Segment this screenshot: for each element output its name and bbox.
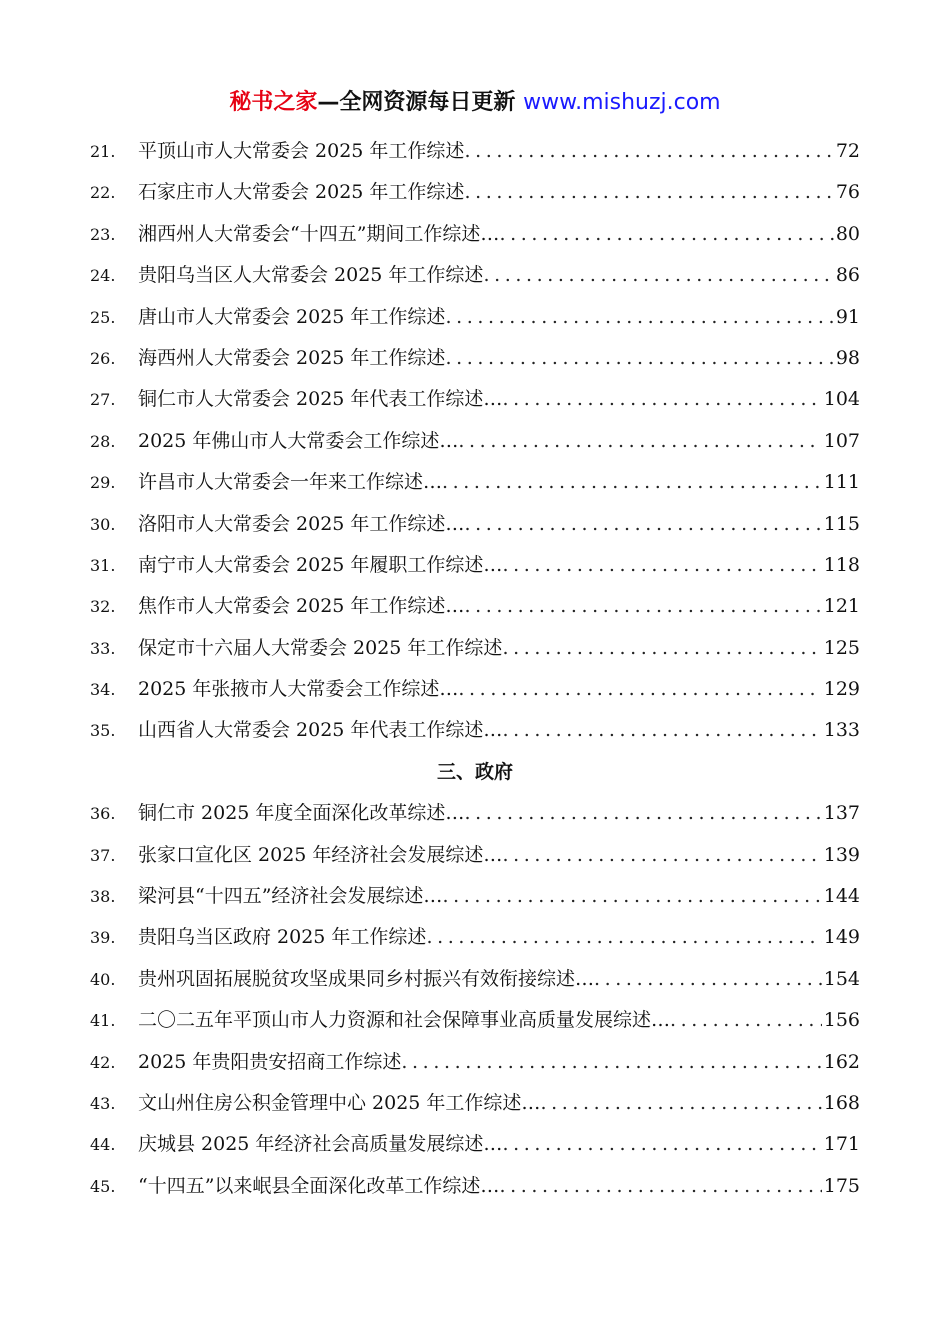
entry-title: 2025 年张掖市人大常委会工作综述…: [138, 678, 459, 701]
toc-entry[interactable]: [90, 922, 860, 963]
toc-entry[interactable]: [90, 384, 860, 425]
entry-page-number: 118: [823, 553, 860, 576]
entry-title: 石家庄市人大常委会 2025 年工作综述: [138, 181, 465, 204]
entry-page-number: 154: [823, 967, 860, 990]
entry-title: 张家口宣化区 2025 年经济社会发展综述…: [138, 843, 503, 866]
entry-number: 24.: [90, 266, 116, 286]
entry-page-number: 111: [823, 471, 860, 494]
entry-page-number: 86: [835, 264, 860, 287]
entry-title: 贵阳乌当区人大常委会 2025 年工作综述: [138, 264, 484, 287]
entry-page-number: 137: [823, 802, 860, 825]
toc-entry[interactable]: [90, 840, 860, 881]
dot-leader: [464, 509, 821, 539]
entry-number: 43.: [90, 1093, 116, 1113]
entry-title: 南宁市人大常委会 2025 年履职工作综述…: [138, 553, 503, 576]
toc-entry[interactable]: [90, 591, 860, 632]
dot-leader: [499, 1171, 821, 1201]
dot-leader: [594, 964, 822, 994]
dot-leader: [670, 1005, 822, 1035]
entry-title: 2025 年贵阳贵安招商工作综述: [138, 1050, 402, 1073]
dot-leader: [445, 343, 833, 373]
toc-entry[interactable]: [90, 881, 860, 922]
entry-page-number: 104: [823, 388, 860, 411]
toc-entry[interactable]: [90, 1047, 860, 1088]
dot-leader: [458, 674, 821, 704]
toc-entry[interactable]: [90, 798, 860, 839]
entry-number: 29.: [90, 473, 116, 493]
entry-title: 海西州人大常委会 2025 年工作综述: [138, 346, 446, 369]
entry-title: 洛阳市人大常委会 2025 年工作综述…: [138, 512, 465, 535]
site-header: [0, 88, 950, 118]
entry-number: 44.: [90, 1135, 116, 1155]
dot-leader: [445, 302, 833, 332]
entry-title: “十四五”以来岷县全面深化改革工作综述…: [138, 1174, 500, 1197]
brand-name: 秘书之家: [229, 90, 318, 115]
entry-number: 42.: [90, 1052, 116, 1072]
entry-page-number: 107: [823, 429, 860, 452]
dot-leader: [502, 384, 821, 414]
entry-title: 梁河县“十四五”经济社会发展综述…: [138, 885, 443, 908]
toc-entry[interactable]: [90, 1171, 860, 1212]
dot-leader: [458, 426, 821, 456]
entry-number: 38.: [90, 887, 116, 907]
entry-number: 30.: [90, 514, 116, 534]
entry-page-number: 144: [823, 885, 860, 908]
entry-page-number: 162: [823, 1050, 860, 1073]
toc-entry[interactable]: [90, 260, 860, 301]
dot-leader: [483, 260, 833, 290]
entry-page-number: 139: [823, 843, 860, 866]
dot-leader: [499, 219, 833, 249]
toc-entry[interactable]: [90, 136, 860, 177]
entry-page-number: 129: [823, 678, 860, 701]
entry-title: 贵州巩固拓展脱贫攻坚成果同乡村振兴有效衔接综述…: [138, 967, 595, 990]
dot-leader: [502, 633, 821, 663]
dot-leader: [502, 550, 821, 580]
entry-title: 贵阳乌当区政府 2025 年工作综述: [138, 926, 427, 949]
entry-page-number: 76: [835, 181, 860, 204]
entry-page-number: 115: [823, 512, 860, 535]
entry-title: 庆城县 2025 年经济社会高质量发展综述…: [138, 1133, 503, 1156]
dot-leader: [502, 1129, 821, 1159]
entry-number: 25.: [90, 307, 116, 327]
toc-entry[interactable]: [90, 1129, 860, 1170]
dot-leader: [442, 467, 822, 497]
entry-number: 37.: [90, 845, 116, 865]
dot-leader: [464, 177, 833, 207]
toc-entry[interactable]: [90, 715, 860, 756]
entry-title: 文山州住房公积金管理中心 2025 年工作综述…: [138, 1091, 541, 1114]
entry-number: 21.: [90, 142, 116, 161]
dot-leader: [464, 798, 821, 828]
toc-entry[interactable]: [90, 177, 860, 218]
toc-entry[interactable]: [90, 1005, 860, 1046]
entry-number: 41.: [90, 1011, 116, 1031]
dot-leader: [502, 840, 821, 870]
entry-page-number: 91: [835, 305, 860, 328]
entry-title: 保定市十六届人大常委会 2025 年工作综述: [138, 636, 503, 659]
entry-page-number: 98: [835, 346, 860, 369]
table-of-contents: [90, 136, 860, 1212]
dot-leader: [401, 1047, 821, 1077]
toc-entry[interactable]: [90, 302, 860, 343]
entry-number: 35.: [90, 721, 116, 741]
section-heading: 三、政府: [436, 760, 513, 783]
toc-entry[interactable]: [90, 964, 860, 1005]
toc-entry[interactable]: [90, 343, 860, 384]
entry-title: 湘西州人大常委会“十四五”期间工作综述…: [138, 222, 500, 245]
entry-title: 唐山市人大常委会 2025 年工作综述: [138, 305, 446, 328]
entry-title: 铜仁市人大常委会 2025 年代表工作综述…: [138, 388, 503, 411]
site-url[interactable]: www.mishuzj.com: [523, 90, 721, 115]
toc-entry[interactable]: [90, 467, 860, 508]
entry-page-number: 168: [823, 1091, 860, 1114]
entry-number: 33.: [90, 638, 116, 658]
toc-entry[interactable]: [90, 550, 860, 591]
entry-number: 23.: [90, 224, 116, 244]
header-slogan: —全网资源每日更新: [317, 90, 516, 115]
entry-page-number: 125: [823, 636, 860, 659]
entry-number: 40.: [90, 969, 116, 989]
dot-leader: [502, 715, 821, 745]
toc-entry[interactable]: [90, 1088, 860, 1129]
entry-title: 2025 年佛山市人大常委会工作综述…: [138, 429, 459, 452]
entry-title: 山西省人大常委会 2025 年代表工作综述…: [138, 719, 503, 742]
entry-number: 28.: [90, 431, 116, 451]
entry-title: 许昌市人大常委会一年来工作综述…: [138, 471, 443, 494]
entry-page-number: 72: [835, 140, 860, 162]
entry-number: 45.: [90, 1176, 116, 1196]
entry-page-number: 133: [823, 719, 860, 742]
dot-leader: [540, 1088, 821, 1118]
entry-page-number: 80: [835, 222, 860, 245]
dot-leader: [464, 591, 821, 621]
entry-page-number: 121: [823, 595, 860, 618]
toc-entry[interactable]: [90, 674, 860, 715]
toc-entry[interactable]: [90, 426, 860, 467]
dot-leader: [464, 136, 833, 166]
entry-number: 32.: [90, 597, 116, 617]
entry-number: 34.: [90, 680, 116, 700]
dot-leader: [426, 922, 821, 952]
entry-title: 二〇二五年平顶山市人力资源和社会保障事业高质量发展综述…: [138, 1009, 671, 1032]
entry-number: 26.: [90, 348, 116, 368]
entry-page-number: 175: [823, 1174, 860, 1197]
entry-number: 39.: [90, 928, 116, 948]
entry-number: 22.: [90, 183, 116, 203]
entry-number: 27.: [90, 390, 116, 410]
entry-page-number: 171: [823, 1133, 860, 1156]
entry-title: 铜仁市 2025 年度全面深化改革综述…: [138, 802, 465, 825]
toc-entry[interactable]: [90, 509, 860, 550]
entry-number: 31.: [90, 555, 116, 575]
dot-leader: [442, 881, 821, 911]
entry-title: 焦作市人大常委会 2025 年工作综述…: [138, 595, 465, 618]
entry-number: 36.: [90, 804, 116, 824]
entry-page-number: 149: [823, 926, 860, 949]
toc-entry[interactable]: [90, 219, 860, 260]
entry-title: 平顶山市人大常委会 2025 年工作综述: [138, 140, 465, 162]
toc-entry[interactable]: [90, 633, 860, 674]
entry-page-number: 156: [823, 1009, 860, 1032]
